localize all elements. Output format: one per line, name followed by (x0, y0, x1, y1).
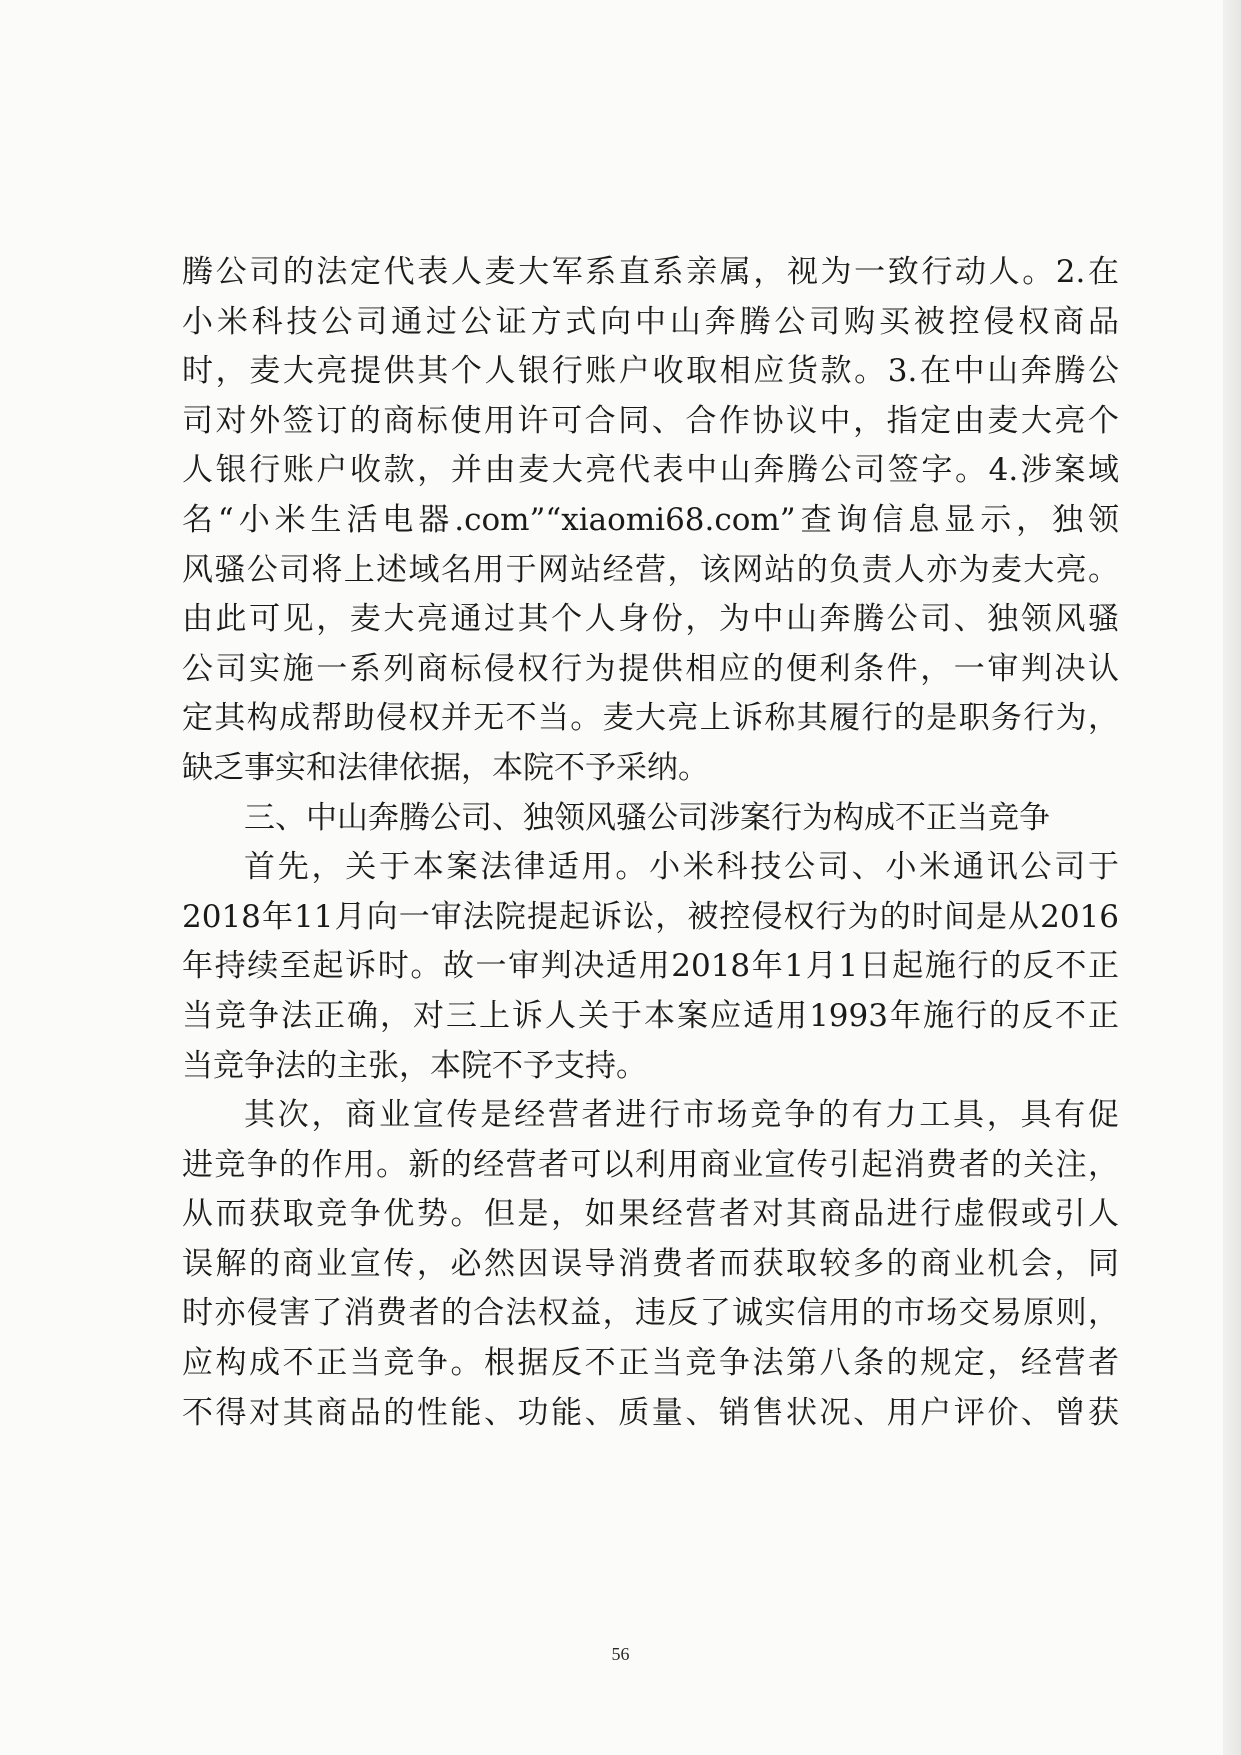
body-text (182, 248, 1119, 1438)
text-line: 不得对其商品的性能、功能、质量、销售状况、用户评价、曾获 (182, 1394, 1119, 1431)
text-line: 2018年11月向一审法院提起诉讼，被控侵权行为的时间是从2016 (182, 898, 1119, 935)
text-line: 小米科技公司通过公证方式向中山奔腾公司购买被控侵权商品 (182, 303, 1119, 340)
text-line: 公司实施一系列商标侵权行为提供相应的便利条件，一审判决认 (182, 650, 1119, 687)
text-line: 年持续至起诉时。故一审判决适用2018年1月1日起施行的反不正 (182, 948, 1119, 985)
text-line: 缺乏事实和法律依据，本院不予采纳。 (182, 749, 709, 786)
text-line: 人银行账户收款，并由麦大亮代表中山奔腾公司签字。4.涉案域 (182, 452, 1119, 489)
text-line: 由此可见，麦大亮通过其个人身份，为中山奔腾公司、独领风骚 (182, 601, 1119, 638)
text-line: 从而获取竞争优势。但是，如果经营者对其商品进行虚假或引人 (182, 1196, 1119, 1233)
section-heading: 三、中山奔腾公司、独领风骚公司涉案行为构成不正当竞争 (244, 799, 1050, 836)
text-line: 其次，商业宣传是经营者进行市场竞争的有力工具，具有促 (244, 1097, 1119, 1134)
page-number: 56 (611, 1644, 630, 1664)
text-line: 当竞争法的主张，本院不予支持。 (182, 1047, 647, 1084)
text-line: 名“小米生活电器.com”“xiaomi68.com”查询信息显示，独领 (182, 501, 1119, 538)
page-edge (1223, 0, 1241, 1755)
text-line: 定其构成帮助侵权并无不当。麦大亮上诉称其履行的是职务行为， (182, 700, 1119, 737)
text-line: 时亦侵害了消费者的合法权益，违反了诚实信用的市场交易原则， (182, 1295, 1119, 1332)
text-line: 应构成不正当竞争。根据反不正当竞争法第八条的规定，经营者 (182, 1345, 1119, 1382)
text-line: 腾公司的法定代表人麦大军系直系亲属，视为一致行动人。2.在 (182, 254, 1119, 290)
text-line: 进竞争的作用。新的经营者可以利用商业宣传引起消费者的关注， (182, 1146, 1119, 1183)
text-line: 司对外签订的商标使用许可合同、合作协议中，指定由麦大亮个 (182, 402, 1119, 439)
text-line: 误解的商业宣传，必然因误导消费者而获取较多的商业机会，同 (182, 1245, 1119, 1282)
text-line: 首先，关于本案法律适用。小米科技公司、小米通讯公司于 (244, 849, 1119, 886)
text-line: 时，麦大亮提供其个人银行账户收取相应货款。3.在中山奔腾公 (182, 353, 1119, 390)
text-line: 风骚公司将上述域名用于网站经营，该网站的负责人亦为麦大亮。 (182, 551, 1119, 588)
text-line: 当竞争法正确，对三上诉人关于本案应适用1993年施行的反不正 (182, 997, 1119, 1034)
